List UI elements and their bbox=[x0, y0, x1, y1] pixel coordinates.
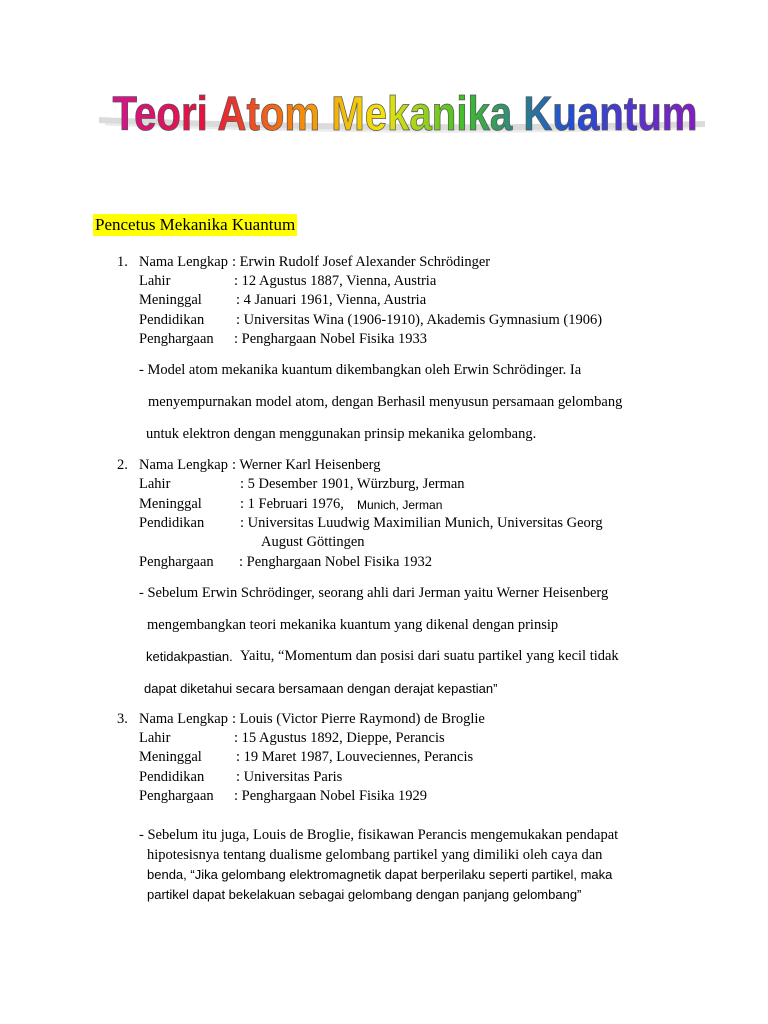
field-label: Meninggal bbox=[139, 749, 202, 765]
field-label: Penghargaan bbox=[139, 554, 214, 570]
field-label: Meninggal bbox=[139, 496, 202, 512]
description-line: ketidakpastian. bbox=[146, 649, 233, 664]
field-value: : Erwin Rudolf Josef Alexander Schrödinger bbox=[232, 254, 491, 270]
field-value: : Penghargaan Nobel Fisika 1933 bbox=[234, 331, 428, 347]
field-value: : Universitas Luudwig Maximilian Munich, Universitas Georg bbox=[240, 515, 603, 531]
description-line: Yaitu, “Momentum dan posisi dari suatu partikel yang kecil tidak bbox=[240, 648, 619, 664]
description-line: menyempurnakan model atom, dengan Berhasil menyusun persamaan gelombang bbox=[148, 394, 623, 410]
list-number: 1. bbox=[117, 254, 128, 270]
description-line: untuk elektron dengan menggunakan prinsip mekanika gelombang. bbox=[146, 426, 537, 442]
description-line: - Sebelum itu juga, Louis de Broglie, fisikawan Perancis mengemukakan pendapat bbox=[139, 827, 619, 843]
field-label: Nama Lengkap bbox=[139, 254, 228, 270]
list-number: 3. bbox=[117, 711, 128, 727]
document-title bbox=[95, 80, 715, 150]
field-value: : Penghargaan Nobel Fisika 1929 bbox=[234, 788, 428, 804]
field-label: Pendidikan bbox=[139, 515, 205, 531]
field-value: : Universitas Paris bbox=[236, 769, 343, 785]
list-number: 2. bbox=[117, 457, 128, 473]
field-label: Lahir bbox=[139, 476, 171, 492]
description-line: dapat diketahui secara bersamaan dengan derajat kepastian” bbox=[144, 681, 498, 696]
field-label: Meninggal bbox=[139, 292, 202, 308]
field-label: Penghargaan bbox=[139, 331, 214, 347]
field-value: : 15 Agustus 1892, Dieppe, Perancis bbox=[234, 730, 445, 746]
field-value: : Louis (Victor Pierre Raymond) de Broglie bbox=[232, 711, 485, 727]
field-label: Pendidikan bbox=[139, 312, 205, 328]
field-label: Pendidikan bbox=[139, 769, 205, 785]
field-value: : 19 Maret 1987, Louveciennes, Perancis bbox=[236, 749, 474, 765]
title-text: Teori Atom Mekanika Kuantum bbox=[112, 88, 698, 141]
description-line: benda, “Jika gelombang elektromagnetik dapat berperilaku seperti partikel, maka bbox=[147, 867, 613, 882]
field-value: : Universitas Wina (1906-1910), Akademis Gymnasium (1906) bbox=[236, 312, 603, 328]
field-value: : 5 Desember 1901, Würzburg, Jerman bbox=[240, 476, 465, 492]
description-line: - Sebelum Erwin Schrödinger, seorang ahli dari Jerman yaitu Werner Heisenberg bbox=[139, 585, 609, 601]
description-line: partikel dapat bekelakuan sebagai gelombang dengan panjang gelombang” bbox=[147, 887, 582, 902]
field-label: Nama Lengkap bbox=[139, 457, 228, 473]
description-line: mengembangkan teori mekanika kuantum yang dikenal dengan prinsip bbox=[147, 617, 559, 633]
field-value-extra: Munich, Jerman bbox=[357, 498, 443, 512]
field-label: Lahir bbox=[139, 273, 171, 289]
field-value-continued: August Göttingen bbox=[261, 534, 365, 550]
title-wordart bbox=[95, 80, 715, 150]
field-label: Nama Lengkap bbox=[139, 711, 228, 727]
field-value: : 1 Februari 1976, bbox=[240, 496, 344, 512]
field-label: Lahir bbox=[139, 730, 171, 746]
field-value: : 12 Agustus 1887, Vienna, Austria bbox=[234, 273, 437, 289]
field-value: : Penghargaan Nobel Fisika 1932 bbox=[239, 554, 433, 570]
description-line: hipotesisnya tentang dualisme gelombang partikel yang dimiliki oleh caya dan bbox=[147, 847, 603, 863]
field-value: : Werner Karl Heisenberg bbox=[232, 457, 381, 473]
section-heading: Pencetus Mekanika Kuantum bbox=[95, 215, 296, 234]
description-line: - Model atom mekanika kuantum dikembangkan oleh Erwin Schrödinger. Ia bbox=[139, 362, 582, 378]
field-value: : 4 Januari 1961, Vienna, Austria bbox=[236, 292, 427, 308]
field-label: Penghargaan bbox=[139, 788, 214, 804]
